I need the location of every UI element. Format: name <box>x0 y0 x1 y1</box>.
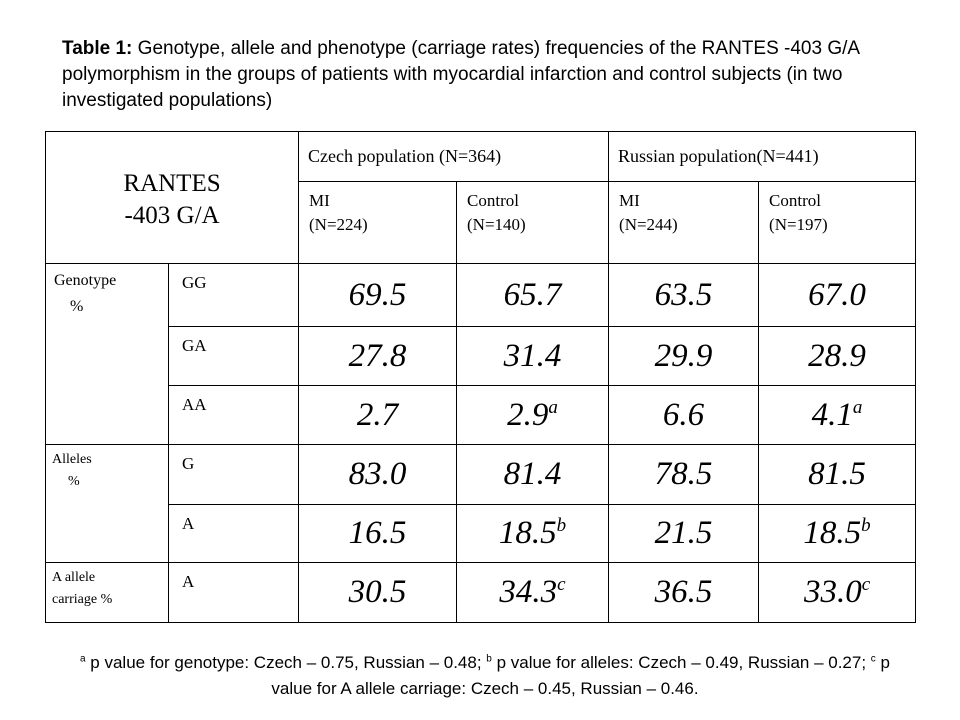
table-row <box>46 327 916 386</box>
corner-line-1: RANTES <box>123 169 221 197</box>
value-cell: 31.4 <box>457 327 609 386</box>
value-cell: 4.1$^a$ <box>759 386 916 445</box>
value-cell: 18.5$^b$ <box>457 505 609 563</box>
genotype-label: AA <box>169 386 299 445</box>
value-cell: 78.5 <box>609 445 759 505</box>
rantes-frequency-table <box>45 131 916 623</box>
genotype-label: GG <box>169 264 299 327</box>
value-cell: 29.9 <box>609 327 759 386</box>
table-row <box>46 386 916 445</box>
corner-header <box>46 132 299 264</box>
group-label-alleles: Alleles % <box>46 445 169 563</box>
value-cell: 65.7 <box>457 264 609 327</box>
value-cell: 83.0 <box>299 445 457 505</box>
caption-text: Genotype, allele and phenotype (carriage rates) frequencies of the RANTES -403 G/A polymorphism in the groups of patients with myocardial infarction and control subjects (in two investigated populations) <box>62 38 860 111</box>
genotype-label: GA <box>169 327 299 386</box>
value-cell: 30.5 <box>299 563 457 623</box>
table-row <box>46 505 916 563</box>
value-cell: 21.5 <box>609 505 759 563</box>
value-cell: 34.3$^c$ <box>457 563 609 623</box>
value-cell: 81.4 <box>457 445 609 505</box>
value-cell: 18.5$^b$ <box>759 505 916 563</box>
allele-label: A <box>169 563 299 623</box>
caption-label: Table 1: <box>62 38 133 59</box>
value-cell: 67.0 <box>759 264 916 327</box>
value-cell: 28.9 <box>759 327 916 386</box>
allele-label: A <box>169 505 299 563</box>
table-caption <box>62 36 922 114</box>
allele-label: G <box>169 445 299 505</box>
value-cell: 2.9$^a$ <box>457 386 609 445</box>
subheader-russian-mi: MI (N=244) <box>609 182 759 264</box>
table-row <box>46 264 916 327</box>
value-cell: 16.5 <box>299 505 457 563</box>
value-cell: 6.6 <box>609 386 759 445</box>
subheader-czech-control: Control (N=140) <box>457 182 609 264</box>
value-cell: 2.7 <box>299 386 457 445</box>
corner-line-2: -403 G/A <box>124 201 220 229</box>
value-cell: 81.5 <box>759 445 916 505</box>
table-row <box>46 445 916 505</box>
subheader-czech-mi: MI (N=224) <box>299 182 457 264</box>
czech-population-header: Czech population (N=364) <box>299 132 609 182</box>
subheader-russian-control: Control (N=197) <box>759 182 916 264</box>
value-cell: 69.5 <box>299 264 457 327</box>
table-footnote: $^a$ p value for genotype: Czech – 0.75, Russian – 0.48; $^b$ p value for alleles: Czech – 0.49, Russian – 0.27; $^c$ p value for A allele carriage: Czech – 0.45, Russian – 0.46. <box>80 653 890 698</box>
value-cell: 33.0$^c$ <box>759 563 916 623</box>
group-label-genotype: Genotype % <box>46 264 169 445</box>
value-cell: 27.8 <box>299 327 457 386</box>
value-cell: 63.5 <box>609 264 759 327</box>
russian-population-header: Russian population(N=441) <box>609 132 916 182</box>
table-row <box>46 563 916 623</box>
value-cell: 36.5 <box>609 563 759 623</box>
group-label-carriage: A allele carriage % <box>46 563 169 623</box>
